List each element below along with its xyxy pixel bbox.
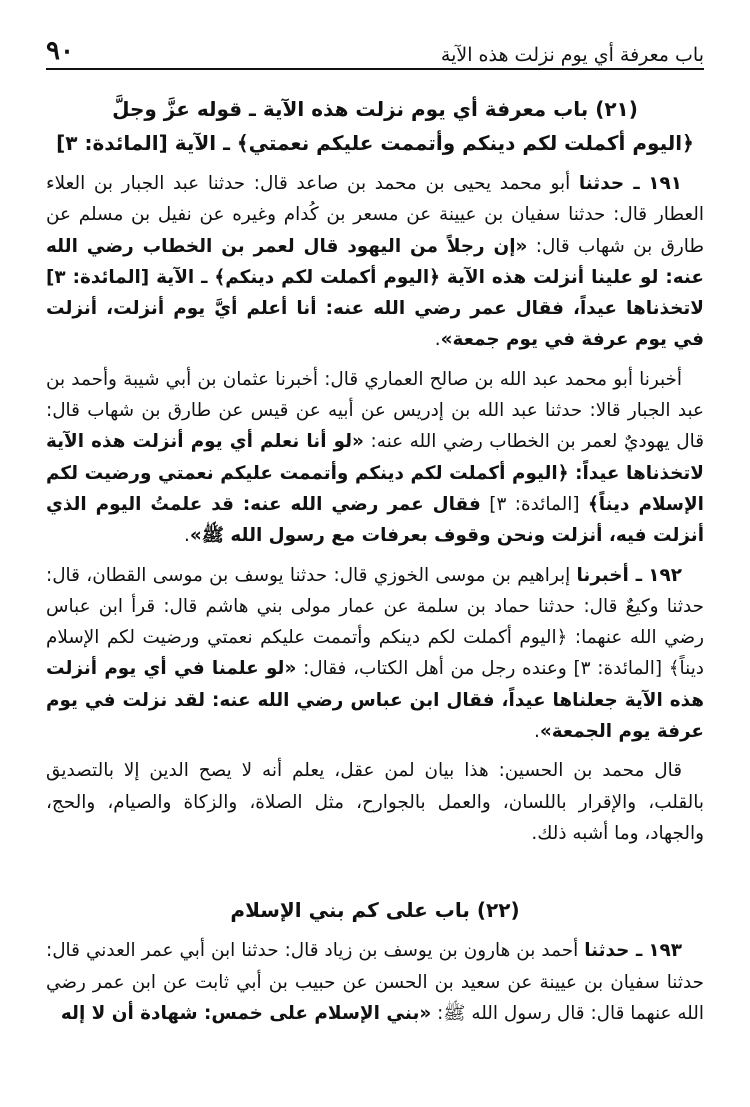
matn-text: «لو أنا نعلم أي يوم أنزلت هذه الآية لاتخذناها عيداً: ﴿اليوم أكملت لكم دينكم وأتممت عليكم نعمتي ورضيت لكم الإسلام ديناً﴾ (46, 431, 704, 515)
narration-lead: ـ أخبرنا (576, 564, 642, 586)
author-commentary: قال محمد بن الحسين: هذا بيان لمن عقل، يعلم أنه لا يصح الدين إلا بالتصديق بالقلب، والإقرار باللسان، والعمل بالجوارح، مثل الصلاة، والزكاة والصيام، والحج، والجهاد، وما أشبه ذلك. (46, 760, 704, 844)
hadith-number: ١٩٣ (648, 940, 682, 962)
running-title: باب معرفة أي يوم نزلت هذه الآية (440, 44, 704, 66)
matn-text: فقال عمر رضي الله عنه: قد علمتُ اليوم الذي أنزلت فيه، أنزلت ونحن وقوف بعرفات مع رسول الله ﷺ» (46, 493, 704, 547)
matn-text: «إن رجلاً من اليهود قال لعمر بن الخطاب رضي الله عنه: لو علينا أنزلت هذه الآية ﴿اليوم أكملت لكم دينكم﴾ ـ الآية [المائدة: ٣] لاتخذناها عيداً، فقال عمر رضي الله عنه: أنا أعلم أيَّ يوم أنزلت، أنزلت في يوم عرفة في يوم جمعة» (46, 235, 704, 351)
hadith-191 (46, 168, 704, 356)
chapter-heading-21 (46, 92, 704, 160)
isnad-text: أحمد بن هارون بن يوسف بن زياد قال: حدثنا ابن أبي عمر العدني قال: حدثنا سفيان بن عيينة عن سعيد بن الحسن عن حبيب بن أبي ثابت عن ابن عمر رضي الله عنهما قال: قال رسول الله ﷺ: (46, 940, 704, 1024)
end-mark: . (184, 525, 190, 547)
page-content (46, 92, 704, 1029)
end-mark: . (534, 721, 540, 743)
hadith-number: ١٩١ (648, 173, 682, 194)
page-number: ٩٠ (46, 36, 74, 66)
citation-text: [المائدة: ٣] (480, 493, 588, 515)
end-mark: . (434, 329, 441, 351)
chapter-heading-22: (٢٢) باب على كم بني الإسلام (230, 898, 520, 923)
hadith-number: ١٩٢ (648, 564, 682, 586)
narration-lead: ـ حدثنا (584, 940, 643, 962)
hadith-192 (46, 560, 704, 748)
isnad-text: أبو محمد يحيى بن محمد بن صاعد قال: حدثنا عبد الجبار بن العلاء العطار قال: حدثنا سفيان بن عيينة عن مسعر بن كُدام وغيره عن نفيل بن مسلم عن طارق بن شهاب قال: (46, 173, 704, 257)
matn-text: «لو علمنا في أي يوم أنزلت هذه الآية جعلناها عيداً، فقال ابن عباس رضي الله عنه: لقد نزلت في يوم عرفة يوم الجمعة» (46, 658, 704, 743)
matn-text: «بني الإسلام على خمس: شهادة أن لا إله (60, 1002, 432, 1024)
chapter-heading-21-line2: ﴿اليوم أكملت لكم دينكم وأتممت عليكم نعمتي﴾ ـ الآية [المائدة: ٣] (56, 131, 694, 155)
chapter-heading-21-line1: (٢١) باب معرفة أي يوم نزلت هذه الآية ـ قوله عزَّ وجلَّ (112, 97, 638, 121)
paragraph-alt-chain (46, 364, 704, 552)
hadith-193 (46, 935, 704, 1029)
isnad-text: إبراهيم بن موسى الخوزي قال: حدثنا يوسف بن موسى القطان، قال: حدثنا وكيعٌ قال: حدثنا حماد بن سلمة عن عمار مولى بني هاشم قال: قرأ ابن عباس رضي الله عنهما: ﴿اليوم أكملت لكم دينكم وأتممت عليكم نعمتي ورضيت لكم الإسلام ديناً﴾ [المائدة: ٣] وعنده رجل من أهل الكتاب، فقال: (46, 564, 705, 680)
narration-lead: ـ حدثنا (578, 173, 640, 194)
isnad-text: أخبرنا أبو محمد عبد الله بن صالح العماري قال: أخبرنا عثمان بن أبي شيبة وأحمد بن عبد الجبار قالا: حدثنا عبد الله بن إدريس عن أبيه عن قيس عن طارق بن شهاب قال: قال يهوديٌ لعمر بن الخطاب رضي الله عنه: (46, 368, 704, 453)
page-header (46, 30, 704, 70)
